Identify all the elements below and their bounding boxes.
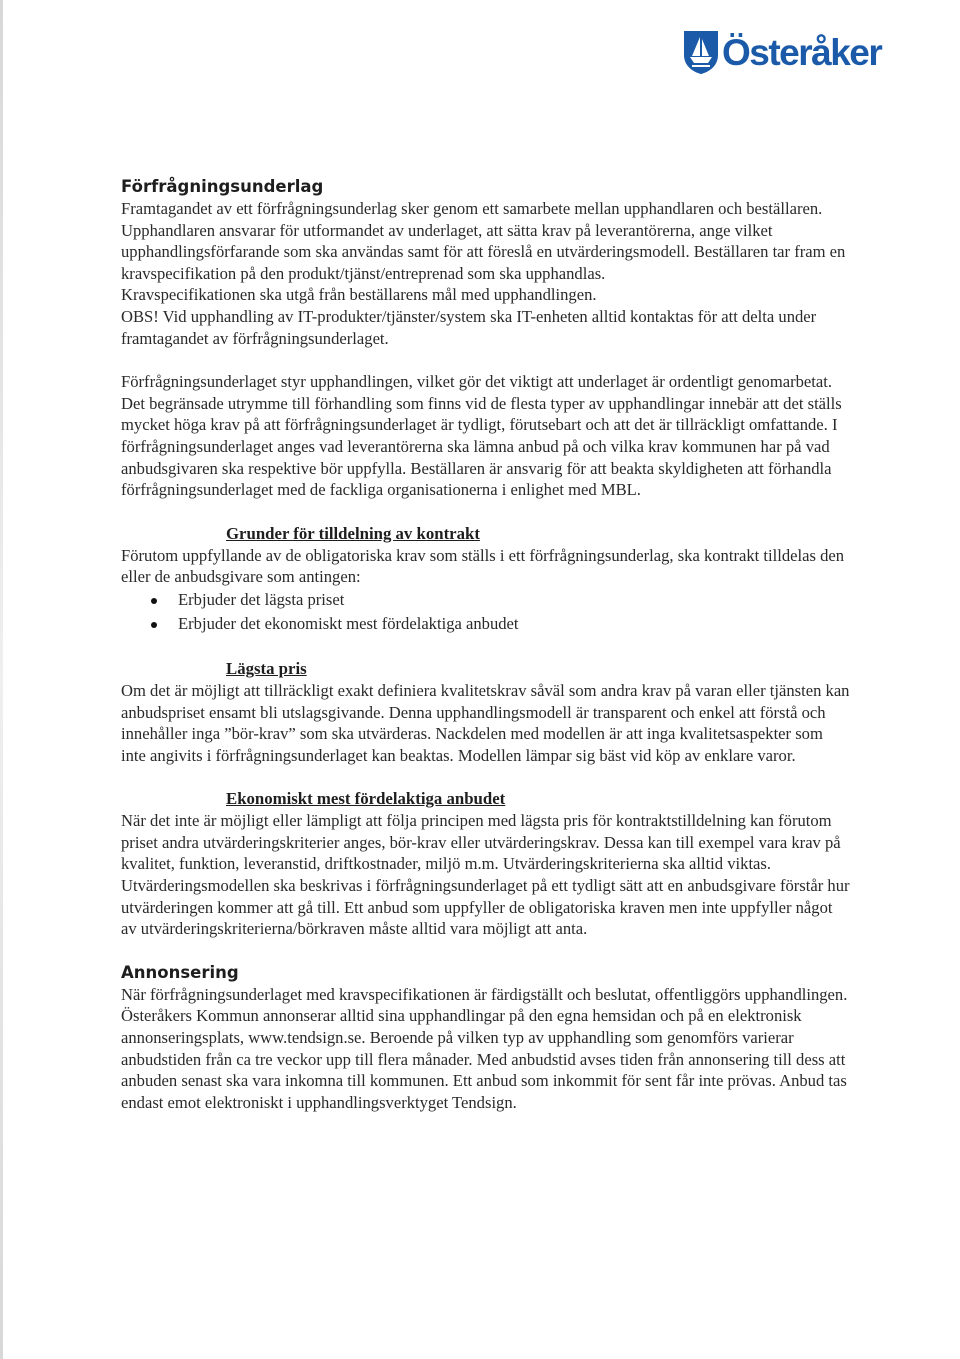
heading-grunder: Grunder för tilldelning av kontrakt [226, 523, 480, 543]
heading-annonsering: Annonsering [121, 962, 239, 982]
list-item: Erbjuder det ekonomiskt mest fördelaktiga anbudet [121, 612, 851, 636]
paragraph-styr: Förfrågningsunderlaget styr upphandlingen, vilket gör det viktigt att underlaget är ordentligt genomarbetat. Det begränsade utrymme till förhandling som finns vid de flesta typer av upphandlingar innebär att det ställs mycket höga krav på att förfrågningsunderlaget är tydligt, förutsebart och att det är tillräckligt omfattande. I förfrågningsunderlaget anges vad leverantörerna ska lämna anbud på och vilka krav kommunen har på vad anbudsgivaren ska respektive bör uppfylla. Beställaren är ansvarig för att beakta skyldigheten att förhandla förfrågningsunderlaget med de fackliga organisationerna i enlighet med MBL. [121, 372, 842, 500]
document-body [121, 176, 851, 1113]
paragraph-grunder: Förutom uppfyllande av de obligatoriska krav som ställs i ett förfrågningsunderlag, ska kontrakt tilldelas den eller de anbudsgivare som antingen: [121, 545, 845, 587]
paragraph-annonsering: När förfrågningsunderlaget med kravspecifikationen är färdigställt och beslutat, offentliggörs upphandlingen. Österåkers Kommun annonserar alltid sina upphandlingar på den egna hemsidan och på en elektronisk annonseringsplats, www.tendsign.se. Beroende på vilken typ av upphandling som genomförs varierar anbudstiden från ca tre veckor upp till flera månader. Med anbudstid avses tiden från annonsering till dess att anbuden senast ska vara inkomna till kommunen. Ett anbud som inkommit för sent får inte prövas. Anbud tas endast emot elektroniskt i upphandlingsverktyget Tendsign. [121, 984, 848, 1112]
osteraker-logo [682, 26, 902, 78]
paragraph-intro: Framtagandet av ett förfrågningsunderlag sker genom ett samarbete mellan upphandlaren och beställaren. Upphandlaren ansvarar för utformandet av underlaget, att sätta krav på leverantörerna, ange vilket upphandlingsförfarande som ska användas samt för att föreslå en utvärderingsmodell. Beställaren tar fram en kravspecifikation på den produkt/tjänst/entreprenad som ska upphandlas. [121, 199, 846, 283]
paragraph-kravspecifikation: Kravspecifikationen ska utgå från beställarens mål med upphandlingen. [121, 285, 597, 305]
tilldelning-list [121, 588, 851, 636]
paragraph-obs: OBS! Vid upphandling av IT-produkter/tjänster/system ska IT-enheten alltid kontaktas för att delta under framtagandet av förfrågningsunderlaget. [121, 306, 817, 348]
paragraph-ekonomiskt: När det inte är möjligt eller lämpligt att följa principen med lägsta pris för kontraktstilldelning kan förutom priset andra utvärderingskriterier anges, bör-krav eller utvärderingskrav. Dessa kan till exempel vara krav på kvalitet, funktion, leveranstid, driftkostnader, miljö m.m. Utvärderingskriterierna ska alltid viktas. Utvärderingsmodellen ska beskrivas i förfrågningsunderlaget på ett tydligt sätt att en anbudsgivare förstår hur utvärderingen kommer att gå till. Ett anbud som uppfyller de obligatoriska kraven men inte uppfyller något av utvärderingskriterierna/börkraven måste alltid vara möjligt att anta. [121, 811, 850, 939]
paragraph-lagsta-pris: Om det är möjligt att tillräckligt exakt definiera kvalitetskrav såväl som andra krav på varan eller tjänsten kan anbudspriset ensamt bli utslagsgivande. Denna upphandlingsmodell är transparent och enkel att förstå och innehåller inga ”bör-krav” som ska utvärderas. Nackdelen med modellen är att inga kvalitetsaspekter som inte angivits i förfrågningsunderlaget kan beaktas. Modellen lämpar sig bäst vid köp av enklare varor. [121, 680, 850, 765]
scan-edge [0, 0, 3, 1359]
list-item: Erbjuder det lägsta priset [121, 588, 851, 612]
heading-lagsta-pris: Lägsta pris [226, 658, 307, 678]
bullet-icon [151, 622, 157, 628]
municipal-shield-icon [682, 29, 720, 75]
heading-forfragningsunderlag: Förfrågningsunderlag [121, 177, 324, 196]
logo-wordmark: Österåker [722, 31, 882, 73]
bullet-icon [151, 598, 157, 604]
heading-ekonomiskt: Ekonomiskt mest fördelaktiga anbudet [226, 789, 506, 809]
